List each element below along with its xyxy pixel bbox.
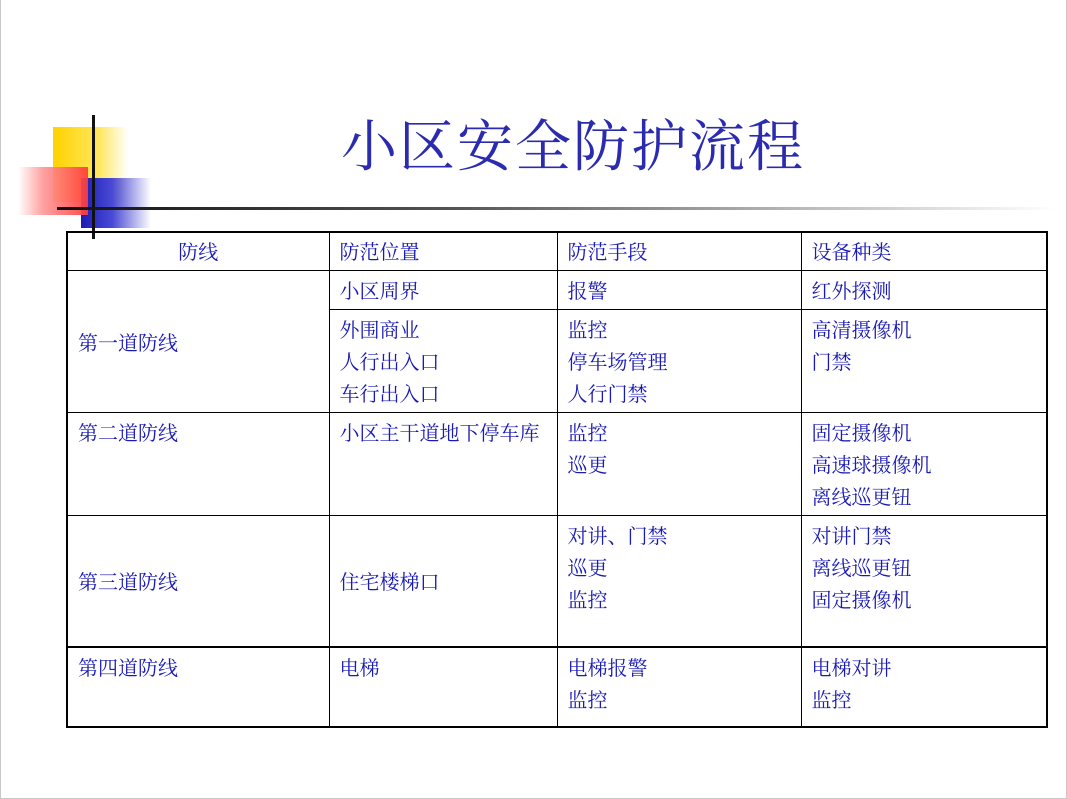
devices-cell: 固定摄像机 高速球摄像机 离线巡更钮 xyxy=(801,413,1047,516)
decor-horizontal-line xyxy=(57,207,1057,210)
position-cell: 小区主干道地下停车库 xyxy=(329,413,557,516)
defense-line-cell: 第四道防线 xyxy=(67,647,329,727)
page-title: 小区安全防护流程 xyxy=(341,115,805,180)
position-cell: 住宅楼梯口 xyxy=(329,516,557,648)
devices-cell: 高清摄像机 门禁 xyxy=(801,310,1047,413)
table-row xyxy=(67,271,1047,310)
table-row xyxy=(67,413,1047,516)
devices-cell: 电梯对讲 监控 xyxy=(801,647,1047,727)
defense-line-cell: 第三道防线 xyxy=(67,516,329,648)
decor-vertical-line xyxy=(92,115,95,239)
position-cell: 外围商业 人行出入口 车行出入口 xyxy=(329,310,557,413)
table-row xyxy=(67,647,1047,727)
devices-cell: 红外探测 xyxy=(801,271,1047,310)
table-row xyxy=(67,516,1047,648)
measures-cell: 对讲、门禁 巡更 监控 xyxy=(557,516,801,648)
defense-line-cell: 第一道防线 xyxy=(67,271,329,413)
header-cell: 防线 xyxy=(67,232,329,271)
measures-cell: 报警 xyxy=(557,271,801,310)
measures-cell: 监控 巡更 xyxy=(557,413,801,516)
defense-line-cell: 第二道防线 xyxy=(67,413,329,516)
header-cell: 防范位置 xyxy=(329,232,557,271)
measures-cell: 电梯报警 监控 xyxy=(557,647,801,727)
position-cell: 电梯 xyxy=(329,647,557,727)
defense-table xyxy=(66,231,1048,728)
devices-cell: 对讲门禁 离线巡更钮 固定摄像机 xyxy=(801,516,1047,648)
header-cell: 设备种类 xyxy=(801,232,1047,271)
header-cell: 防范手段 xyxy=(557,232,801,271)
measures-cell: 监控 停车场管理 人行门禁 xyxy=(557,310,801,413)
position-cell: 小区周界 xyxy=(329,271,557,310)
table-header-row xyxy=(67,232,1047,271)
